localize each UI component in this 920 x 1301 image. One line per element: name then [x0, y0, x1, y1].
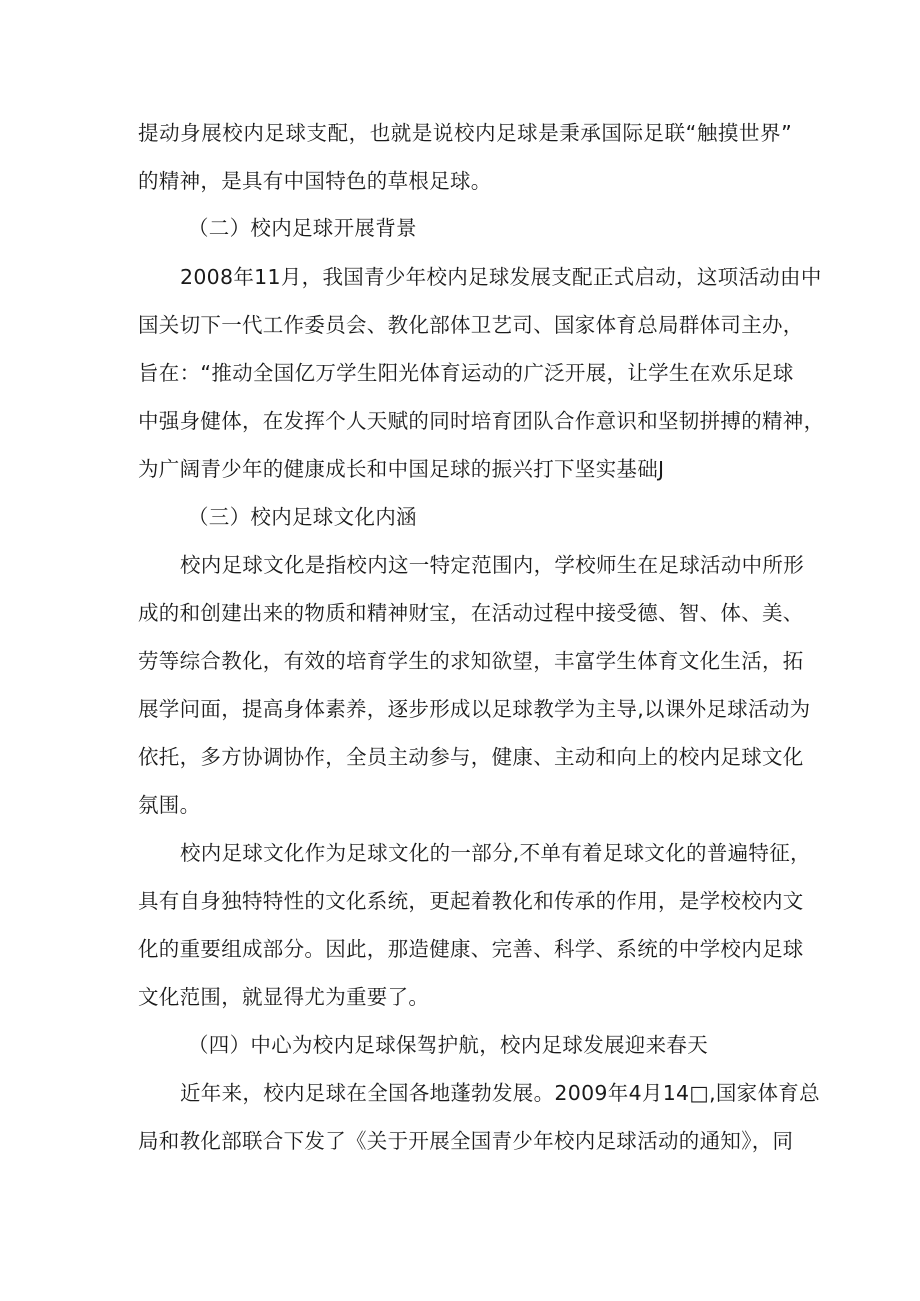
text-line: 氛围。 [138, 793, 201, 817]
text-line: 近年来，校内足球在全国各地蓬勃发展。2009年4月14□,国家体育总 [180, 1081, 820, 1105]
text-line: 化的重要组成部分。因此，那造健康、完善、科学、系统的中学校内足球 [138, 937, 804, 961]
text-line: 局和教化部联合下发了《关于开展全国青少年校内足球活动的通知》，同 [138, 1129, 794, 1153]
section-heading: （四）中心为校内足球保驾护航，校内足球发展迎来春天 [188, 1033, 708, 1057]
text-line: 校内足球文化是指校内这一特定范围内，学校师生在足球活动中所形 [180, 553, 804, 577]
text-line: 旨在：“推动全国亿万学生阳光体育运动的广泛开展，让学生在欢乐足球 [138, 361, 794, 385]
text-line: 依托，多方协调协作，全员主动参与，健康、主动和向上的校内足球文化 [138, 745, 804, 769]
text-line: 文化范围，就显得尤为重要了。 [138, 985, 430, 1009]
text-line: 展学问面，提高身体素养，逐步形成以足球教学为主导,以课外足球活动为 [138, 697, 811, 721]
text-line: 的精神，是具有中国特色的草根足球。 [138, 169, 492, 193]
section-heading: （二）校内足球开展背景 [188, 216, 417, 240]
text-line: 国关切下一代工作委员会、教化部体卫艺司、国家体育总局群体司主办， [138, 313, 804, 337]
text-line: 校内足球文化作为足球文化的一部分,不单有着足球文化的普遍特征， [180, 841, 811, 865]
text-line: 劳等综合教化，有效的培育学生的求知欲望，丰富学生体育文化生活，拓 [138, 649, 804, 673]
text-line: 具有自身独特特性的文化系统，更起着教化和传承的作用，是学校校内文 [138, 889, 804, 913]
text-line: 成的和创建出来的物质和精神财宝，在活动过程中接受德、智、体、美、 [138, 601, 804, 625]
text-line: 2008年11月，我国青少年校内足球发展支配正式启动，这项活动由中 [180, 265, 822, 289]
section-heading: （三）校内足球文化内涵 [188, 505, 417, 529]
text-line: 提动身展校内足球支配，也就是说校内足球是秉承国际足联“触摸世界” [138, 121, 792, 145]
text-line: 为广阔青少年的健康成长和中国足球的振兴打下坚实基础J [138, 457, 665, 481]
text-line: 中强身健体，在发挥个人天赋的同时培育团队合作意识和坚韧拼搏的精神， [138, 409, 825, 433]
